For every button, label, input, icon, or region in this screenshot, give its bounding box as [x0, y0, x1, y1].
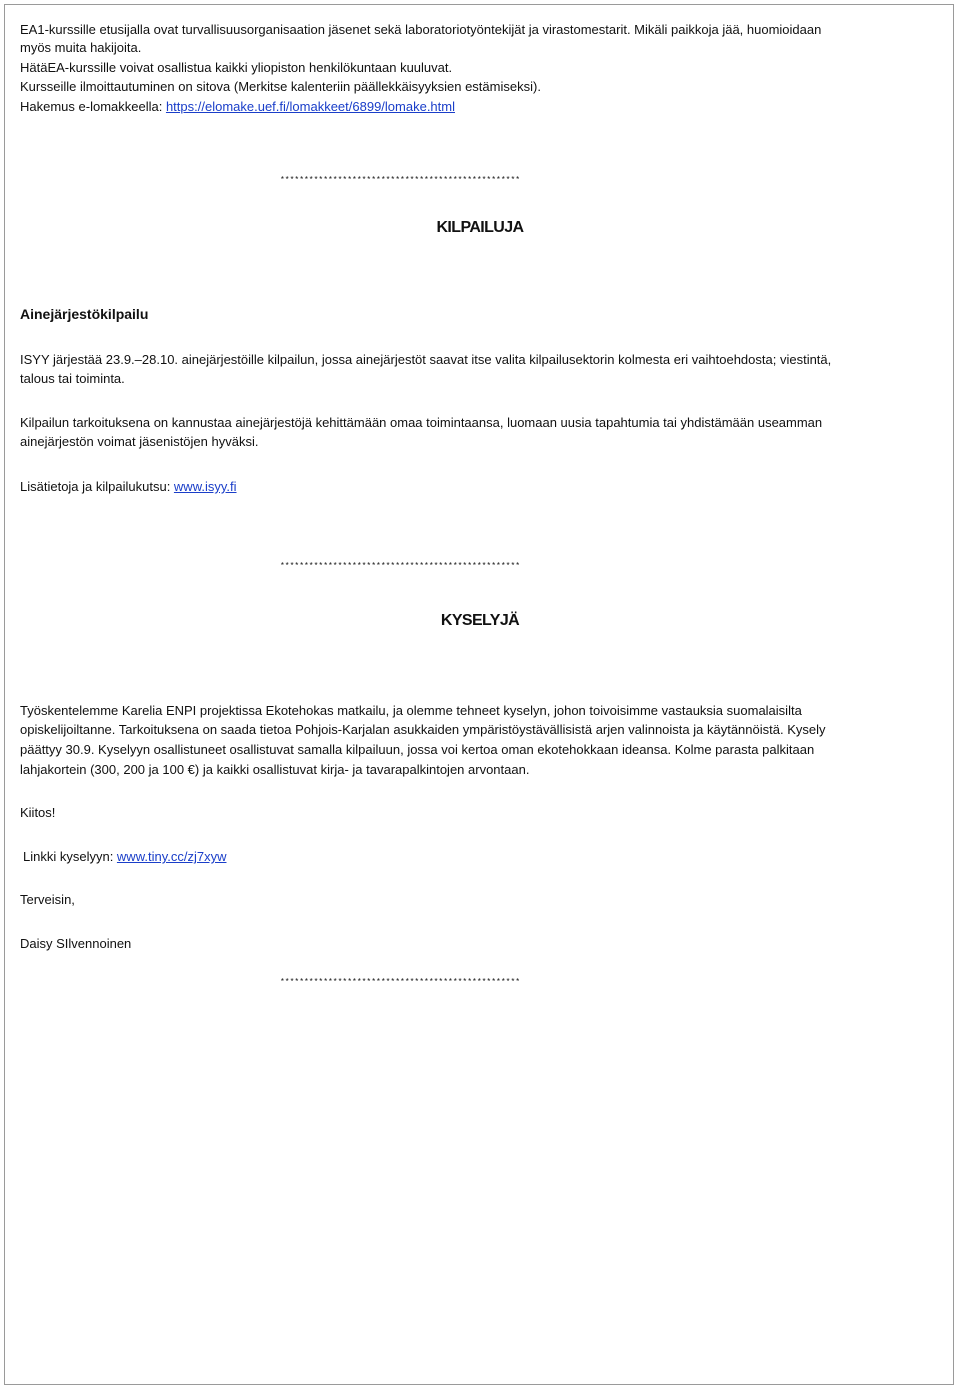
- info-prefix: Lisätietoja ja kilpailukutsu:: [20, 479, 174, 494]
- signature-text: Daisy SIlvennoinen: [20, 936, 132, 951]
- intro-line-4: Kursseille ilmoittautuminen on sitova (Merkitse kalenteriin päällekkäisyyksien estämiseksi).: [20, 79, 541, 94]
- kilpailu-para1-line2: talous tai toiminta.: [20, 371, 125, 386]
- thanks-text: Kiitos!: [20, 805, 56, 820]
- kysely-para-line3: päättyy 30.9. Kyselyyn osallistuneet osallistuvat samalla kilpailuun, jossa voi kertoa oman ekotehokkaan ideansa. Kolme parasta palkitaan: [20, 742, 815, 757]
- application-line: [20, 97, 455, 116]
- application-prefix: Hakemus e-lomakkeella:: [20, 99, 166, 114]
- isyy-link[interactable]: www.isyy.fi: [173, 479, 237, 494]
- kysely-para-line1: Työskentelemme Karelia ENPI projektissa Ekotehokas matkailu, ja olemme tehneet kyselyn, johon toivoisimme vastauksia suomalaisilta: [20, 703, 802, 718]
- kilpailu-info-line: [20, 477, 237, 496]
- kysely-para-line2: opiskelijoiltanne. Tarkoituksena on saada tietoa Pohjois-Karjalan asukkaiden ympäristöystävällisistä arjen valinnoista ja käytännöistä. Kysely: [20, 722, 826, 737]
- page-border: [4, 4, 954, 1385]
- intro-line-2: myös muita hakijoita.: [20, 40, 142, 55]
- section-heading-kilpailuja: KILPAILUJA: [436, 219, 524, 236]
- kysely-para-line4: lahjakortein (300, 200 ja 100 €) ja kaikki osallistuvat kirja- ja tavarapalkintojen arvontaan.: [20, 762, 530, 777]
- kilpailu-para2-line2: ainejärjestön voimat jäsenistöjen hyväksi.: [20, 434, 259, 449]
- subheading-ainejarjestokilpailu: Ainejärjestökilpailu: [20, 306, 149, 322]
- separator-2: **************************************************: [280, 562, 521, 571]
- separator-1: **************************************************: [280, 176, 521, 185]
- survey-link[interactable]: www.tiny.cc/zj7xyw: [116, 849, 227, 864]
- application-link[interactable]: https://elomake.uef.fi/lomakkeet/6899/lomake.html: [165, 99, 455, 114]
- intro-line-3: HätäEA-kurssille voivat osallistua kaikki yliopiston henkilökuntaan kuuluvat.: [20, 60, 453, 75]
- section-heading-kyselyja: KYSELYJÄ: [440, 612, 520, 629]
- separator-3: **************************************************: [280, 978, 521, 987]
- greeting-text: Terveisin,: [20, 892, 75, 907]
- survey-link-line: [23, 847, 226, 866]
- survey-link-prefix: Linkki kyselyyn:: [23, 849, 117, 864]
- intro-line-1: EA1-kurssille etusijalla ovat turvallisuusorganisaation jäsenet sekä laboratoriotyöntekijät ja virastomestarit. Mikäli paikkoja jää, huomioidaan: [20, 22, 822, 37]
- kilpailu-para2-line1: Kilpailun tarkoituksena on kannustaa ainejärjestöjä kehittämään omaa toimintaansa, luomaan uusia tapahtumia tai yhdistämään useamman: [20, 415, 823, 430]
- kilpailu-para1-line1: ISYY järjestää 23.9.–28.10. ainejärjestöille kilpailun, jossa ainejärjestöt saavat itse valita kilpailusektorin kolmesta eri vaihtoehdosta; viestintä,: [20, 352, 832, 367]
